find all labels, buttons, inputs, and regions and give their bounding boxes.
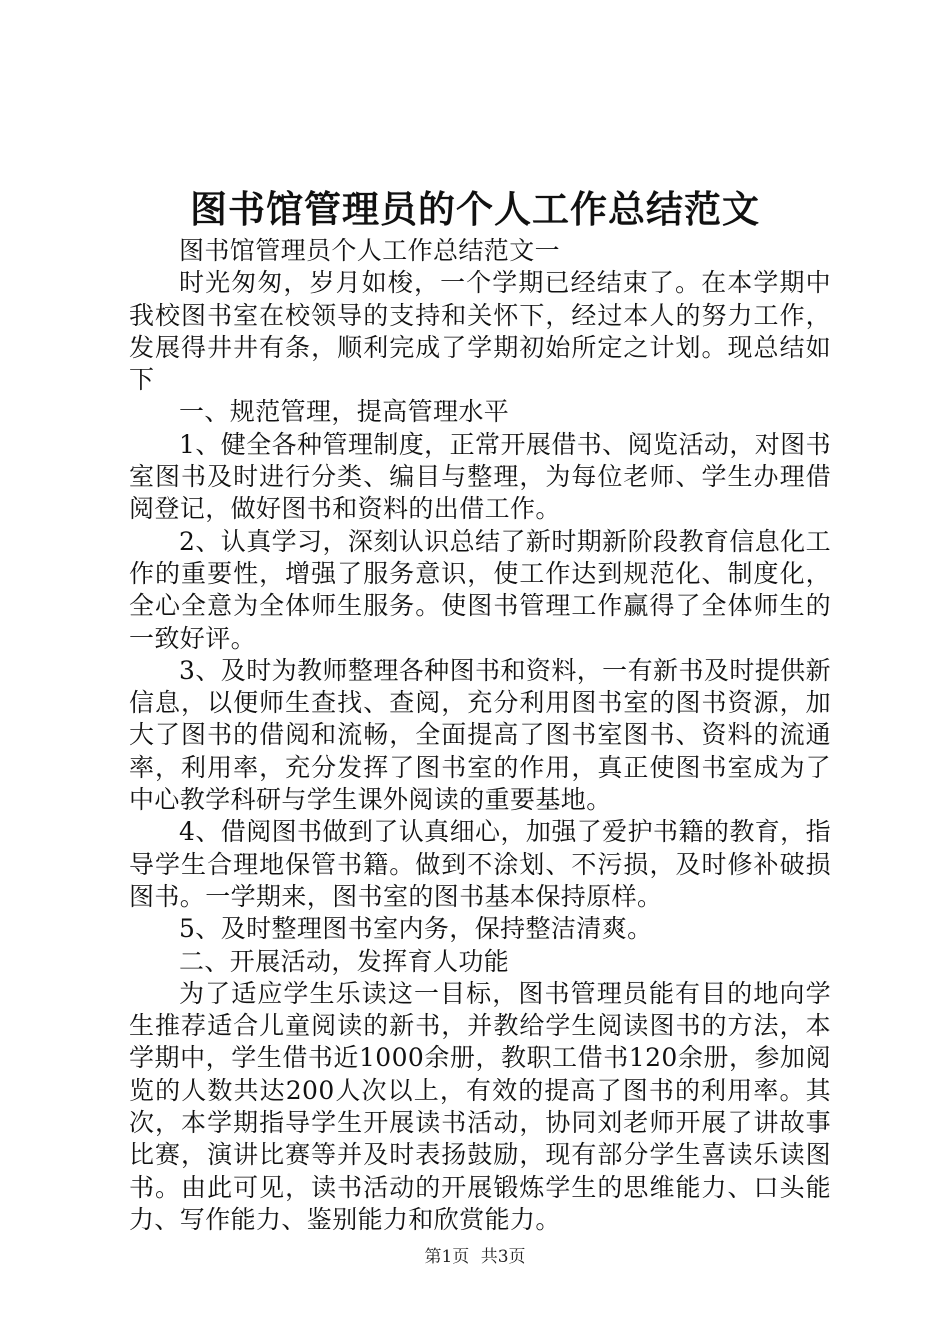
page-number: 第1页 — [424, 1247, 470, 1267]
intro-paragraph: 时光匆匆，岁月如梭，一个学期已经结束了。在本学期中我校图书室在校领导的支持和关怀下，经过本人的努力工作，发展得井井有条，顺利完成了学期初始所定之计划。现总结如下 — [129, 268, 831, 395]
item-paragraph-2: 2、认真学习，深刻认识总结了新时期新阶段教育信息化工作的重要性，增强了服务意识，使工作达到规范化、制度化，全心全意为全体师生服务。使图书管理工作赢得了全体师生的一致好评。 — [129, 526, 831, 653]
section-subtitle: 图书馆管理员个人工作总结范文一 — [179, 236, 561, 265]
item-paragraph-5: 5、及时整理图书室内务，保持整洁清爽。 — [179, 914, 653, 944]
item-paragraph-1: 1、健全各种管理制度，正常开展借书、阅览活动，对图书室图书及时进行分类、编目与整理，为每位老师、学生办理借阅登记，做好图书和资料的出借工作。 — [129, 429, 831, 524]
item-paragraph-3: 3、及时为教师整理各种图书和资料，一有新书及时提供新信息，以便师生查找、查阅，充分利用图书室的图书资源，加大了图书的借阅和流畅，全面提高了图书室图书、资料的流通率，利用率，充分发挥了图书室的作用，真正使图书室成为了中心教学科研与学生课外阅读的重要基地。 — [129, 655, 831, 815]
page-footer — [0, 1245, 950, 1269]
document-body — [129, 235, 831, 1236]
document-title: 图书馆管理员的个人工作总结范文 — [190, 187, 760, 231]
section-heading-1: 一、规范管理，提高管理水平 — [179, 397, 510, 427]
item-paragraph-4: 4、借阅图书做到了认真细心，加强了爱护书籍的教育，指导学生合理地保管书籍。做到不涂划、不污损，及时修补破损图书。一学期来，图书室的图书基本保持原样。 — [129, 817, 831, 911]
section-heading-2: 二、开展活动，发挥育人功能 — [179, 946, 510, 976]
activity-paragraph: 为了适应学生乐读这一目标，图书管理员能有目的地向学生推荐适合儿童阅读的新书，并教给学生阅读图书的方法，本学期中，学生借书近1000余册，教职工借书120余册，参加阅览的人数共达200人次以上，有效的提高了图书的利用率。其次，本学期指导学生开展读书活动，协同刘老师开展了讲故事比赛，演讲比赛等并及时表扬鼓励，现有部分学生喜读乐读图书。由此可见，读书活动的开展锻炼学生的思维能力、口头能力、写作能力、鉴别能力和欣赏能力。 — [129, 978, 831, 1234]
page-total: 共3页 — [480, 1247, 526, 1267]
